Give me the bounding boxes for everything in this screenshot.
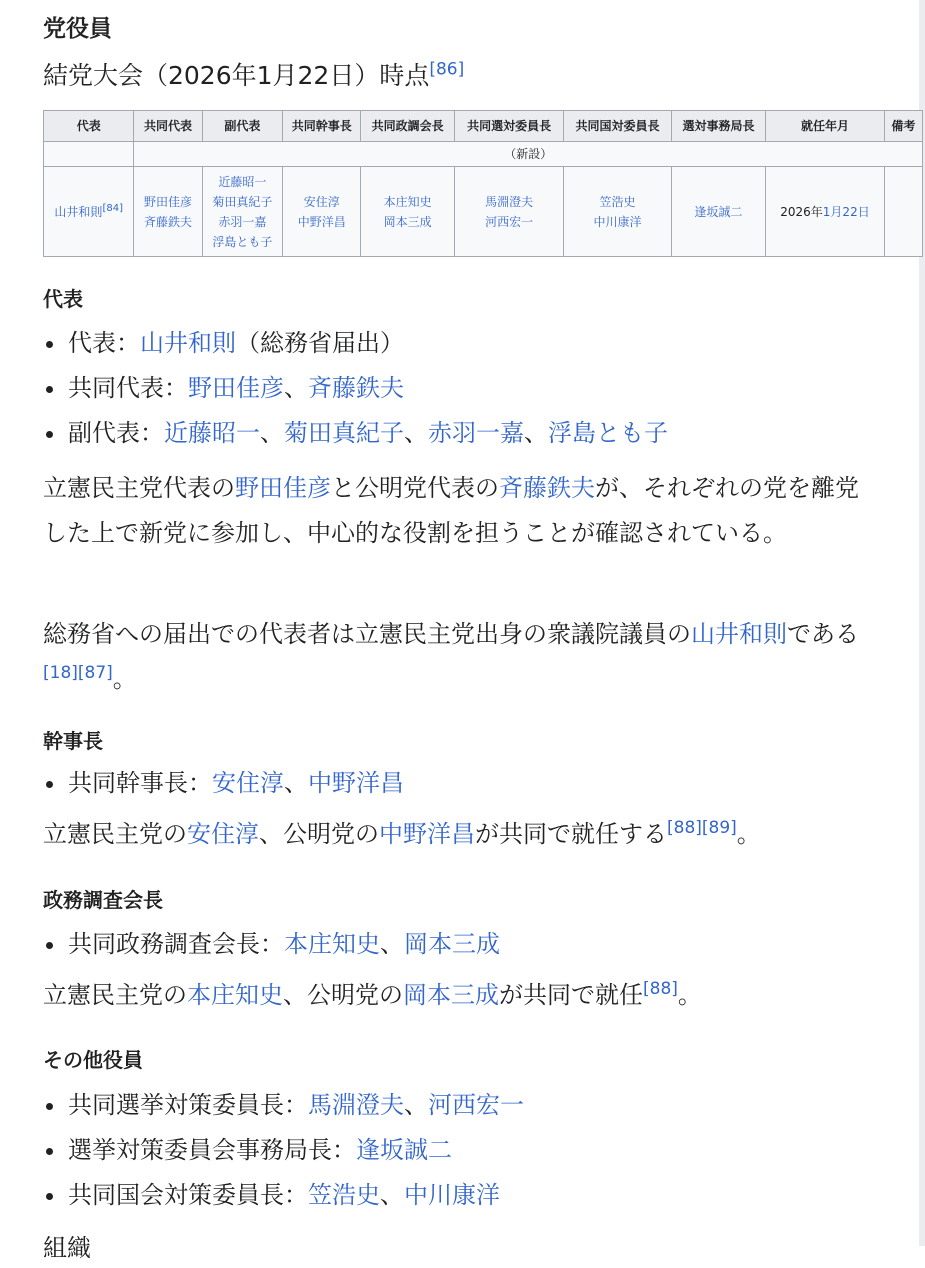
person-link[interactable]: 岡本三成	[383, 214, 432, 229]
person-link[interactable]: 河西宏一	[485, 214, 534, 229]
header-cell: 共同幹事長	[283, 111, 361, 142]
person-link[interactable]: 逢坂誠二	[356, 1136, 452, 1164]
table-header-row	[44, 111, 923, 142]
person-link[interactable]: 岡本三成	[404, 930, 500, 958]
person-link[interactable]: 野田佳彦	[144, 194, 193, 209]
list-item: 代表：山井和則（総務省届出）	[43, 321, 873, 366]
section-heading: 党役員	[43, 16, 112, 42]
person-link[interactable]: 斉藤鉄夫	[144, 214, 193, 229]
vice-cell	[202, 167, 282, 257]
person-link[interactable]: 野田佳彦	[188, 374, 284, 402]
officers-table	[43, 110, 923, 257]
person-link[interactable]: 安住淳	[303, 194, 340, 209]
date-link[interactable]: 1月22日	[822, 204, 870, 219]
person-link[interactable]: 中川康洋	[404, 1181, 500, 1209]
note-cell	[884, 167, 922, 257]
rep-cell	[44, 167, 134, 257]
person-link[interactable]: 赤羽一嘉	[218, 214, 267, 229]
citation-link[interactable]: [88][89]	[667, 818, 737, 838]
person-link[interactable]: 馬淵澄夫	[308, 1091, 404, 1119]
person-link[interactable]: 逢坂誠二	[694, 204, 743, 219]
codiet-cell	[564, 167, 671, 257]
list-item: 共同選挙対策委員長：馬淵澄夫、河西宏一	[43, 1083, 873, 1128]
person-link[interactable]: 中野洋昌	[379, 820, 475, 848]
person-link[interactable]: 近藤昭一	[218, 174, 267, 189]
person-link[interactable]: 安住淳	[212, 769, 284, 797]
person-link[interactable]: 安住淳	[187, 820, 259, 848]
list-item: 副代表：近藤昭一、菊田真紀子、赤羽一嘉、浮島とも子	[43, 411, 873, 456]
subsection-heading-others: その他役員	[43, 1048, 143, 1072]
person-link[interactable]: 中野洋昌	[308, 769, 404, 797]
elecoffice-cell	[671, 167, 765, 257]
subsection-heading-kanjicho: 幹事長	[43, 729, 103, 753]
kanjicho-list	[43, 761, 873, 806]
citation-link[interactable]: [86]	[429, 59, 465, 80]
cosec-cell	[283, 167, 361, 257]
list-item: 共同国会対策委員長：笠浩史、中川康洋	[43, 1173, 873, 1218]
coelec-cell	[454, 167, 563, 257]
daihyo-list	[43, 321, 873, 456]
person-link[interactable]: 中川康洋	[593, 214, 642, 229]
subsection-heading-daihyo: 代表	[43, 287, 83, 311]
person-link[interactable]: 岡本三成	[403, 981, 499, 1009]
person-link[interactable]: 本庄知史	[383, 194, 432, 209]
person-link[interactable]: 斉藤鉄夫	[499, 474, 595, 502]
person-link[interactable]: 笠浩史	[599, 194, 636, 209]
header-cell: 副代表	[202, 111, 282, 142]
header-cell: 就任年月	[766, 111, 885, 142]
header-cell: 代表	[44, 111, 134, 142]
person-link[interactable]: 浮島とも子	[212, 234, 273, 249]
kanjicho-paragraph: 立憲民主党の安住淳、公明党の中野洋昌が共同で就任する[88][89]。	[43, 818, 761, 848]
person-link[interactable]: 馬淵澄夫	[485, 194, 534, 209]
copol-cell	[361, 167, 454, 257]
person-link[interactable]: 野田佳彦	[235, 474, 331, 502]
rep-link[interactable]: 山井和則	[54, 204, 103, 219]
person-link[interactable]: 菊田真紀子	[212, 194, 273, 209]
person-link[interactable]: 斉藤鉄夫	[308, 374, 404, 402]
person-link[interactable]: 笠浩史	[308, 1181, 380, 1209]
table-row	[44, 167, 923, 257]
person-link[interactable]: 近藤昭一	[164, 419, 260, 447]
header-cell: 共同代表	[134, 111, 202, 142]
list-item: 共同代表：野田佳彦、斉藤鉄夫	[43, 366, 873, 411]
person-link[interactable]: 山井和則	[140, 329, 236, 357]
person-link[interactable]: 赤羽一嘉	[428, 419, 524, 447]
person-link[interactable]: 中野洋昌	[297, 214, 346, 229]
list-item: 共同幹事長：安住淳、中野洋昌	[43, 761, 873, 806]
list-item: 選挙対策委員会事務局長：逢坂誠二	[43, 1128, 873, 1173]
corep-cell	[134, 167, 202, 257]
empty-cell	[44, 142, 134, 167]
person-link[interactable]: 本庄知史	[187, 981, 283, 1009]
person-link[interactable]: 浮島とも子	[548, 419, 668, 447]
person-link[interactable]: 本庄知史	[284, 930, 380, 958]
header-cell: 備考	[884, 111, 922, 142]
section-subheading: 結党大会（2026年1月22日）時点[86]	[43, 59, 465, 90]
cutoff-text: 組織	[43, 1234, 91, 1262]
header-cell: 選対事務局長	[671, 111, 765, 142]
daihyo-paragraph-1: 立憲民主党代表の野田佳彦と公明党代表の斉藤鉄夫が、それぞれの党を離党した上で新党に参加し、中心的な役割を担うことが確認されている。	[43, 474, 859, 547]
seicho-paragraph: 立憲民主党の本庄知史、公明党の岡本三成が共同で就任[88]。	[43, 979, 702, 1009]
citation-link[interactable]: [18][87]	[43, 663, 113, 683]
person-link[interactable]: 山井和則	[691, 620, 787, 648]
seicho-list	[43, 922, 873, 967]
date-cell: 2026年1月22日	[766, 167, 885, 257]
citation-link[interactable]: [88]	[643, 979, 678, 999]
new-establishment-cell: （新設）	[134, 142, 923, 167]
person-link[interactable]: 菊田真紀子	[284, 419, 404, 447]
others-list	[43, 1083, 873, 1218]
header-cell: 共同選対委員長	[454, 111, 563, 142]
subsection-heading-seicho: 政務調査会長	[43, 888, 163, 912]
person-link[interactable]: 河西宏一	[428, 1091, 524, 1119]
header-cell: 共同国対委員長	[564, 111, 671, 142]
table-row-new	[44, 142, 923, 167]
header-cell: 共同政調会長	[361, 111, 454, 142]
citation-link[interactable]: [84]	[102, 202, 123, 214]
daihyo-paragraph-2: 総務省への届出での代表者は立憲民主党出身の衆議院議員の山井和則である[18][87]。	[43, 620, 859, 693]
list-item: 共同政務調査会長：本庄知史、岡本三成	[43, 922, 873, 967]
